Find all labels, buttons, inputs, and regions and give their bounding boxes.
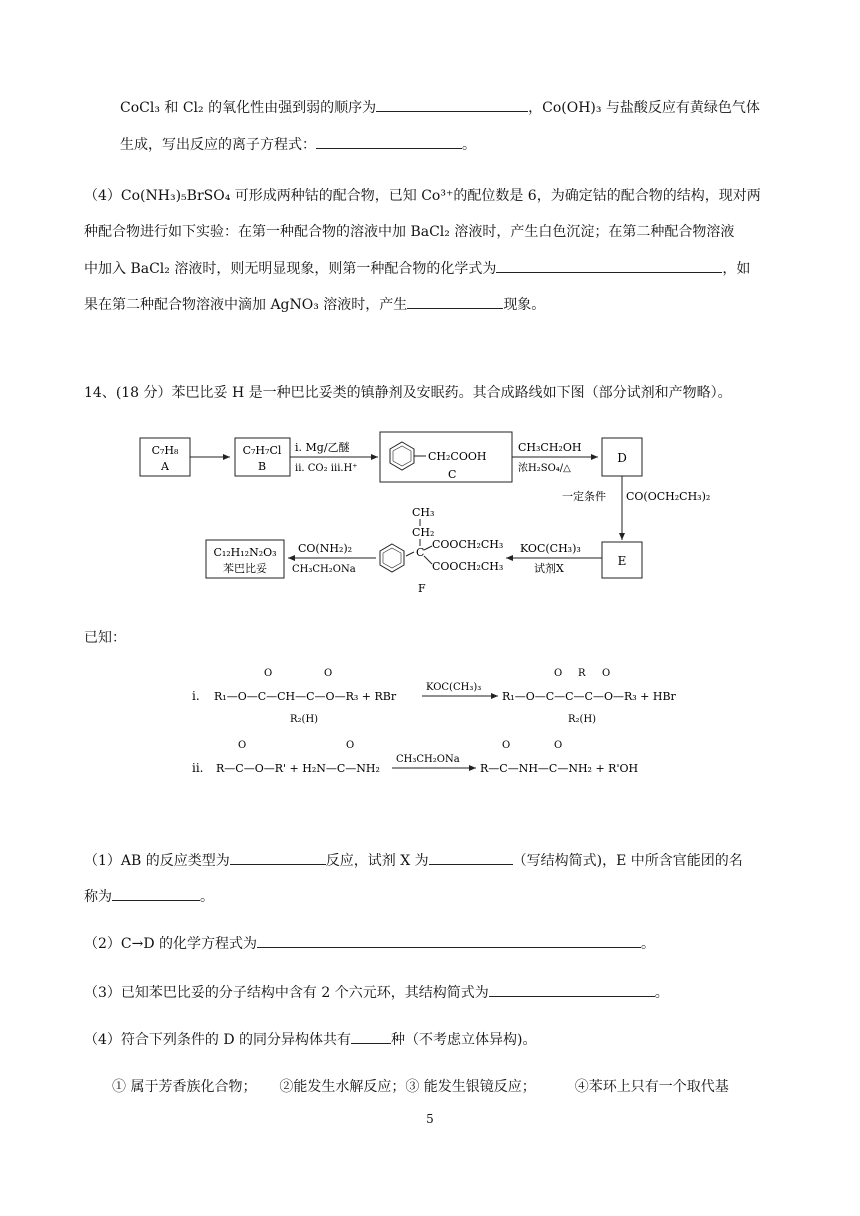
q13-text: 现象。 [503,297,546,313]
compound-a-formula: C₇H₈ [151,444,179,457]
substituent-r: R [578,668,586,679]
reagent-d-e-2: CO(OCH₂CH₃)₂ [626,490,711,503]
reaction-i-reactant: R₁—O—C—CH—C—O—R₃ + RBr [214,690,397,703]
benzene-inner-icon [383,548,401,568]
q13-part4-line-4 [84,294,545,315]
reaction-ii-number: ii. [192,761,204,775]
answer-blank[interactable] [376,97,528,112]
reagent-f-h-2: CH₃CH₂ONa [292,564,356,575]
q14-heading-text: 14、(18 分）苯巴比妥 H 是一种巴比妥类的镇静剂及安眠药。其合成路线如下图（部分试剂和产物略）。 [84,385,732,401]
compound-f-ester-2: COOCH₂CH₃ [432,560,504,573]
carbonyl-o: O [602,668,611,679]
q13-text: 生成，写出反应的离子方程式： [120,137,316,153]
q13-text: ，如 [722,261,751,277]
known-title [84,628,126,648]
synthesis-scheme [130,428,730,598]
condition-3: ③ 能发生银镜反应； [405,1079,536,1095]
reagent-e-f-1: KOC(CH₃)₃ [520,542,581,555]
q14-text: 。 [641,936,656,952]
compound-c-group: CH₂COOH [428,450,487,463]
bond-line [424,556,432,564]
q14-part2 [84,933,655,954]
carbonyl-o: O [346,740,355,751]
carbonyl-o: O [502,740,511,751]
q14-part1-line-2 [84,886,214,907]
condition-4: ④苯环上只有一个取代基 [574,1079,729,1095]
q13-text: CoCl₃ 和 Cl₂ 的氧化性由强到弱的顺序为 [120,100,377,116]
reagent-c-d-2: 浓H₂SO₄/△ [518,463,571,474]
compound-b-label: B [257,460,267,473]
q14-heading [84,383,732,403]
bond-line [406,552,414,556]
reaction-ii-reactant: R—C—O—R' + H₂N—C—NH₂ [216,762,380,775]
known-reactions [186,662,706,782]
known-title-text: 已知： [84,630,126,646]
q14-text: 。 [200,889,214,905]
reagent-c-d-1: CH₃CH₂OH [518,441,582,454]
carbonyl-o: O [238,740,247,751]
answer-blank[interactable] [351,1029,391,1044]
reaction-ii-reagent: CH₃CH₂ONa [396,754,460,765]
carbonyl-o: O [554,740,563,751]
compound-d-label: D [617,451,627,465]
q14-text: 称为 [84,889,112,905]
compound-b-formula: C₇H₇Cl [242,444,282,457]
compound-f-carbon: C [416,546,425,559]
known-reactions-svg [186,662,706,782]
answer-blank[interactable] [230,850,326,865]
q14-part3 [84,982,669,1003]
substituent-r2: R₂(H) [290,714,319,725]
condition-1: ① 属于芳香族化合物； [112,1079,257,1095]
bond-line [424,546,432,550]
q13-part4-line-1 [84,186,761,206]
compound-f-label: F [418,582,426,595]
reaction-i-product: R₁—O—C—C—C—O—R₃ + HBr [502,690,676,703]
reaction-i-reagent: KOC(CH₃)₃ [426,682,482,693]
q14-text: （4）符合下列条件的 D 的同分异构体共有 [84,1032,352,1048]
q14-text: 种（不考虑立体异构)。 [391,1032,537,1048]
carbonyl-o: O [324,668,333,679]
answer-blank[interactable] [257,933,641,948]
q13-text: ，Co(OH)₃ 与盐酸反应有黄绿色气体 [528,100,760,116]
q13-text: 中加入 BaCl₂ 溶液时，则无明显现象，则第一种配合物的化学式为 [84,261,497,277]
q14-text: （2）C→D 的化学方程式为 [84,936,258,952]
synthesis-scheme-svg [130,428,730,598]
answer-blank[interactable] [316,134,462,149]
carbonyl-o: O [264,668,273,679]
q13-part4-line-2 [84,222,734,242]
answer-blank[interactable] [112,886,200,901]
q13-text: 种配合物进行如下实验：在第一种配合物的溶液中加 BaCl₂ 溶液时，产生白色沉淀；在第二种配合物溶液 [84,224,735,240]
reaction-ii-product: R—C—NH—C—NH₂ + R'OH [480,762,639,775]
q14-text: 反应，试剂 X 为 [325,853,429,869]
q14-text: （1）AB 的反应类型为 [84,853,230,869]
answer-blank[interactable] [496,258,722,273]
q14-text: 。 [654,985,669,1001]
compound-c-label: C [448,468,457,481]
substituent-r2: R₂(H) [568,714,597,725]
answer-blank[interactable] [429,850,513,865]
carbonyl-o: O [554,668,563,679]
q14-text: （3）已知苯巴比妥的分子结构中含有 2 个六元环，其结构简式为 [84,985,489,1001]
reagent-b-c-2: ii. CO₂ iii.H⁺ [295,463,358,474]
q13-text: （4）Co(NH₃)₅BrSO₄ 可形成两种钴的配合物，已知 Co³⁺的配位数是 6，为确定钴的配合物的结构，现对两 [84,188,761,204]
reaction-i-number: i. [192,689,200,703]
q13-text: 。 [462,137,476,153]
page-number: 5 [426,1112,434,1126]
q13-part4-line-3 [84,258,750,279]
answer-blank[interactable] [489,982,655,997]
compound-f-ester-1: COOCH₂CH₃ [432,538,504,551]
q13-line-1 [120,97,760,118]
benzene-inner-icon [393,446,411,466]
q13-line-2 [120,134,476,155]
compound-f-ch2: CH₂ [412,526,435,539]
q14-part4 [84,1029,537,1050]
reagent-f-h-1: CO(NH₂)₂ [298,542,353,555]
compound-e-label: E [617,554,627,568]
compound-f-ch3: CH₃ [412,506,435,519]
answer-blank[interactable] [407,294,503,309]
reagent-e-f-2: 试剂X [534,562,564,575]
compound-h-formula: C₁₂H₁₂N₂O₃ [213,546,277,559]
condition-2: ②能发生水解反应； [279,1079,406,1095]
q14-conditions [112,1077,729,1097]
q13-text: 果在第二种配合物溶液中滴加 AgNO₃ 溶液时，产生 [84,297,408,313]
reagent-d-e-1: 一定条件 [562,490,606,503]
compound-a-label: A [161,460,169,473]
compound-h-label: 苯巴比妥 [223,562,267,575]
q14-part1-line-1 [84,850,743,871]
q14-text: （写结构简式)，E 中所含官能团的名 [512,853,743,869]
reagent-b-c-1: i. Mg/乙醚 [295,441,350,454]
